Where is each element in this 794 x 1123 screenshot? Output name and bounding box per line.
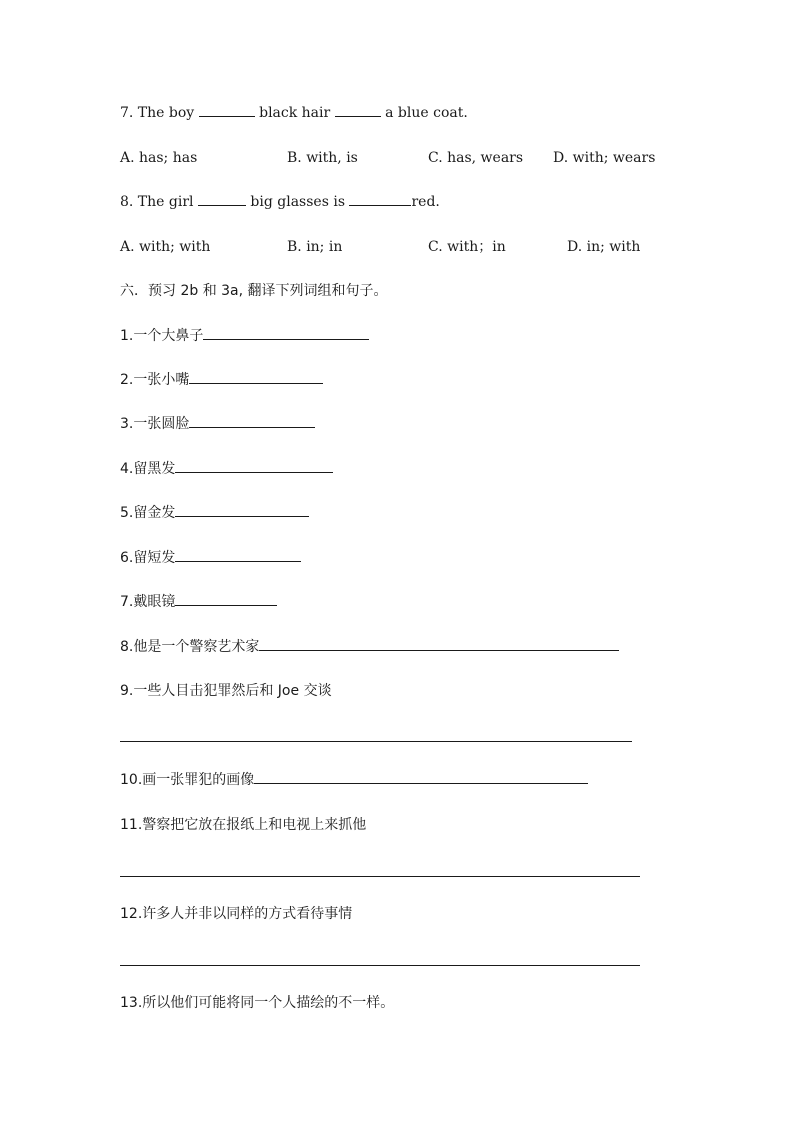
item-label: 11.警察把它放在报纸上和电视上来抓他 [120,817,367,833]
answer-line[interactable] [120,965,640,966]
q7-option-d: D. with; wears [553,150,656,166]
q7-stem-part-1: 7. The boy [120,105,195,121]
translation-item-12 [120,905,352,923]
item-label: 13.所以他们可能将同一个人描绘的不一样。 [120,995,395,1011]
translation-item-7 [120,593,277,611]
item-label: 8.他是一个警察艺术家 [120,639,260,655]
q8-stem-part-1: 8. The girl [120,194,194,210]
q8-option-d: D. in; with [567,239,641,255]
translation-item-5 [120,504,309,522]
item-label: 3.一张圆脸 [120,416,190,432]
answer-blank[interactable] [254,771,588,784]
q7-option-c: C. has, wears [428,150,524,166]
translation-item-6 [120,549,301,567]
item-label: 2.一张小嘴 [120,372,190,388]
answer-line[interactable] [120,876,640,877]
translation-item-9 [120,682,332,700]
translation-item-11 [120,816,366,834]
answer-line[interactable] [120,741,632,742]
q7-option-b: B. with, is [287,150,358,166]
answer-blank[interactable] [203,327,369,340]
answer-blank[interactable] [175,504,309,517]
answer-blank[interactable] [175,593,277,606]
translation-item-3 [120,415,315,433]
item-label: 6.留短发 [120,550,176,566]
item-label: 9.一些人目击犯罪然后和 Joe 交谈 [120,683,332,699]
answer-blank[interactable] [198,193,246,206]
item-label: 12.许多人并非以同样的方式看待事情 [120,906,353,922]
q8-option-a: A. with; with [120,239,211,255]
translation-item-1 [120,327,369,345]
q7-stem-part-3: a blue coat. [385,105,468,121]
translation-item-10 [120,771,588,789]
q8-option-b: B. in; in [287,239,343,255]
item-label: 4.留黑发 [120,461,176,477]
answer-blank[interactable] [175,549,301,562]
answer-blank[interactable] [189,371,323,384]
item-label: 1.一个大鼻子 [120,328,204,344]
section-heading: 六．预习 2b 和 3a, 翻译下列词组和句子。 [120,283,388,299]
translation-item-13 [120,994,394,1012]
answer-blank[interactable] [259,638,619,651]
question-7-stem [120,104,468,122]
answer-blank[interactable] [349,193,411,206]
q8-option-c: C. with；in [428,239,506,255]
answer-blank[interactable] [199,104,255,117]
answer-blank[interactable] [189,415,315,428]
q8-stem-part-3: red. [411,194,440,210]
item-label: 7.戴眼镜 [120,594,176,610]
item-label: 10.画一张罪犯的画像 [120,772,255,788]
translation-item-8 [120,638,619,656]
q7-stem-part-2: black hair [259,105,331,121]
q7-option-a: A. has; has [120,150,198,166]
q8-stem-part-2: big glasses is [250,194,346,210]
answer-blank[interactable] [175,460,333,473]
translation-item-2 [120,371,323,389]
item-label: 5.留金发 [120,505,176,521]
question-8-stem [120,193,440,211]
translation-item-4 [120,460,333,478]
answer-blank[interactable] [335,104,381,117]
